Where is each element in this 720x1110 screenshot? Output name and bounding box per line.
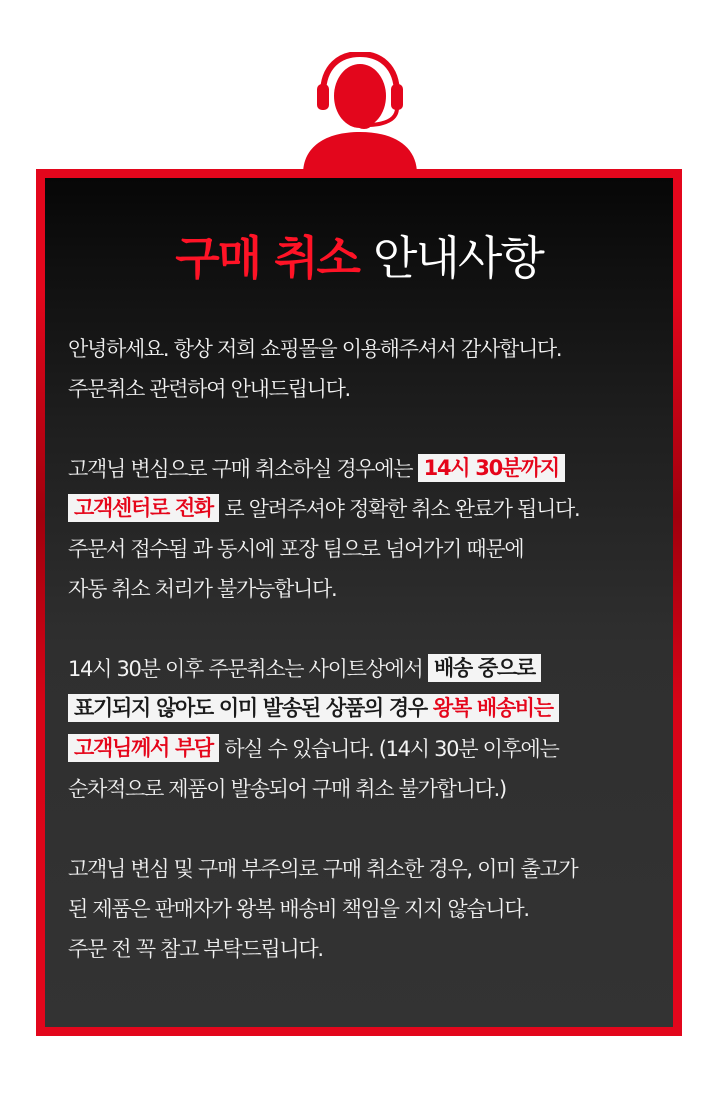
p2-line2 [68,489,663,529]
shipped-highlight-text: 표기되지 않아도 이미 발송된 상품의 경우 [74,696,427,720]
shipped-highlight [68,694,559,722]
p3-line4: 순차적으로 제품이 발송되어 구매 취소 불가합니다.) [68,777,506,801]
round-trip-fee-text: 왕복 배송비는 [432,696,553,720]
call-center-highlight: 고객센터로 전화 [68,494,219,522]
p3-line3-text: 하실 수 있습니다. (14시 30분 이후에는 [224,737,559,761]
p2-line1-text: 고객님 변심으로 구매 취소하실 경우에는 [68,457,413,481]
page-title [45,228,673,288]
p4-line1: 고객님 변심 및 구매 부주의로 구매 취소한 경우, 이미 출고가 [68,857,578,881]
shipping-highlight: 배송 중으로 [428,654,541,682]
p1-line1: 안녕하세요. 항상 저희 쇼핑몰을 이용해주셔서 감사합니다. [68,337,562,361]
p2-line2-text: 로 알려주셔야 정확한 취소 완료가 됩니다. [224,497,580,521]
p3-line3 [68,729,663,769]
customer-burden-highlight: 고객님께서 부담 [68,734,219,762]
title-rest: 안내사항 [373,231,543,285]
p4-line2: 된 제품은 판매자가 왕복 배송비 책임을 지지 않습니다. [68,897,529,921]
p3-line1 [68,649,663,689]
p2-line1 [68,449,663,489]
p3-line2 [68,689,663,729]
notice-body [68,329,663,969]
headset-agent-icon [300,52,420,174]
p2-line4: 자동 취소 처리가 불가능합니다. [68,577,337,601]
p1-line2: 주문취소 관련하여 안내드립니다. [68,377,350,401]
deadline-highlight: 14시 30분까지 [418,454,565,482]
p2-line3: 주문서 접수됨 과 동시에 포장 팀으로 넘어가기 때문에 [68,537,524,561]
title-accent: 구매 취소 [175,231,359,285]
notice-frame [36,169,682,1036]
p4-line3: 주문 전 꼭 참고 부탁드립니다. [68,937,323,961]
notice-panel [45,178,673,1027]
p3-line1-text: 14시 30분 이후 주문취소는 사이트상에서 [68,657,423,681]
